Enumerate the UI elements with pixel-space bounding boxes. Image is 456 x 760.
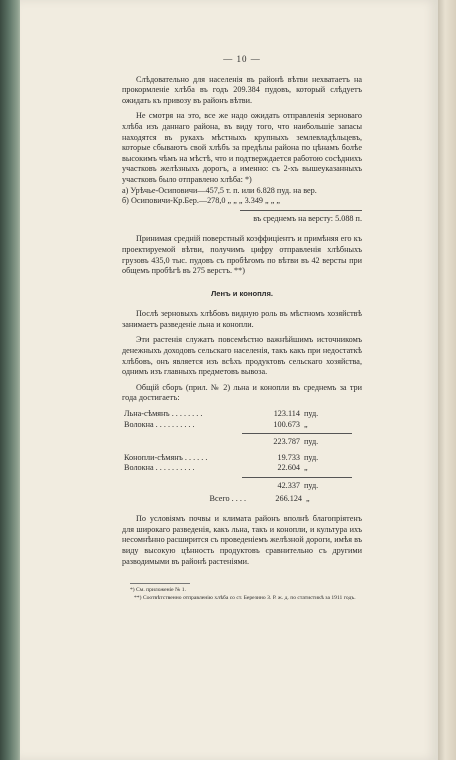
book-spine — [0, 0, 22, 760]
paragraph: Послѣ зерновыхъ хлѣбовъ видную роль въ мѣстномъ хозяйствѣ занимаетъ разведеніе льна и конопли. — [122, 309, 362, 329]
divider — [242, 477, 352, 478]
row-unit: пуд. — [304, 452, 319, 462]
row-unit: „ — [304, 419, 308, 429]
shipment-line: а) Урѣчье-Осиповичи—457,5 т. п. или 6.828 пуд. на вер. — [122, 185, 317, 195]
table-row — [124, 463, 362, 474]
grand-total-unit: „ — [306, 493, 310, 503]
harvest-table — [124, 409, 362, 504]
paragraph: Эти растенія служатъ повсемѣстно важнѣйшимъ источникомъ денежныхъ доходовъ сельскаго населенія, такъ какъ при недостаткѣ хлѣбовъ, онъ является изъ всѣхъ продуктовъ сельскаго хозяйства, однимъ изъ главныхъ предметовъ вывоза. — [122, 335, 362, 377]
row-label: Волокна . . . . . . . . . . — [124, 419, 195, 429]
footnotes — [122, 583, 362, 602]
footnote: *) См. приложеніе № 1. — [130, 587, 186, 594]
row-value: 22.604 — [277, 463, 300, 473]
paragraph: Слѣдовательно для населенія въ районѣ вѣтви нехватаетъ на прокормленіе хлѣба въ годъ 209.384 пудовъ, который слѣдуетъ ожидать къ привозу въ районъ вѣтви. — [122, 74, 362, 105]
table-row — [124, 409, 362, 420]
next-page-edge — [438, 0, 456, 760]
paragraph: Не смотря на это, все же надо ожидать отправленія зерноваго хлѣба изъ даннаго района, въ виду того, что наибольшіе запасы находятся въ рукахъ мѣстныхъ крупныхъ землевладѣльцевъ, которые сбываютъ свой хлѣбъ за предѣлы района по цѣнамъ болѣе высокимъ чѣмъ на мѣстѣ, что и подтверждается работою сосѣднихъ участковъ желѣзныхъ дорогъ, а именно: съ 2-хъ вышеуказанныхъ участковъ было отправлено хлѣба: *) — [122, 111, 362, 184]
footnote-divider — [130, 583, 190, 584]
grand-total-row — [124, 494, 362, 505]
page-content — [122, 54, 362, 602]
row-label: Волокна . . . . . . . . . . — [124, 463, 195, 473]
footnote: **) Соотвѣтственно отправленію хлѣба со ст. Березино З. Р. ж. д. по статистикѣ за 1911 годъ. — [134, 594, 356, 601]
paragraph: По условіямъ почвы и климата районъ вполнѣ благопріятенъ для широкаго разведенія, какъ льна, такъ и конопли, и культура ихъ несомнѣнно расширится съ проведеніемъ желѣзной дороги, имѣя въ виду высокую цѣнность продуктовъ сравнительно съ другими разводимыми въ районѣ растеніями. — [122, 514, 362, 566]
grand-total-value: 266.124 — [275, 493, 302, 503]
table-row — [124, 420, 362, 431]
page-number: — 10 — — [223, 54, 261, 64]
paragraph: Общій сборъ (прил. № 2) льна и конопли въ среднемъ за три года достигаетъ: — [122, 382, 362, 403]
shipment-line: б) Осиповичи-Кр.Бер.—278,0 „ „ „ 3.349 „ „ „ — [122, 196, 281, 206]
grand-total-label: Всего . . . . — [209, 493, 246, 503]
row-value: 100.673 — [273, 419, 300, 429]
average-line: въ среднемъ на версту: 5.088 п. — [253, 213, 362, 223]
row-value: 123.114 — [273, 409, 300, 419]
row-value: 19.733 — [277, 452, 300, 462]
row-label: Льна-сѣмянъ . . . . . . . . — [124, 409, 203, 419]
total-unit: пуд. — [304, 437, 319, 447]
divider — [240, 210, 362, 211]
row-unit: „ — [304, 463, 308, 473]
table-total-row — [124, 437, 362, 448]
divider — [242, 433, 352, 434]
row-unit: пуд. — [304, 409, 319, 419]
table-row — [124, 453, 362, 464]
section-title: Ленъ и конопля. — [210, 288, 274, 298]
row-label: Конопли-сѣмянъ . . . . . . — [124, 452, 208, 462]
table-total-row — [124, 481, 362, 492]
total-value: 223.787 — [273, 437, 300, 447]
total-unit: пуд. — [304, 481, 319, 490]
total-value: 42.337 — [277, 481, 300, 490]
paragraph: Принимая средній поверстный коэффиціентъ и примѣняя его къ проектируемой вѣтви, получимъ цифру отправленія хлѣбныхъ грузовъ 435,0 тыс. пудовъ съ пробѣгомъ по вѣтви въ 42 версты при общемъ пробѣгѣ въ 275 верстъ. **) — [122, 234, 362, 276]
